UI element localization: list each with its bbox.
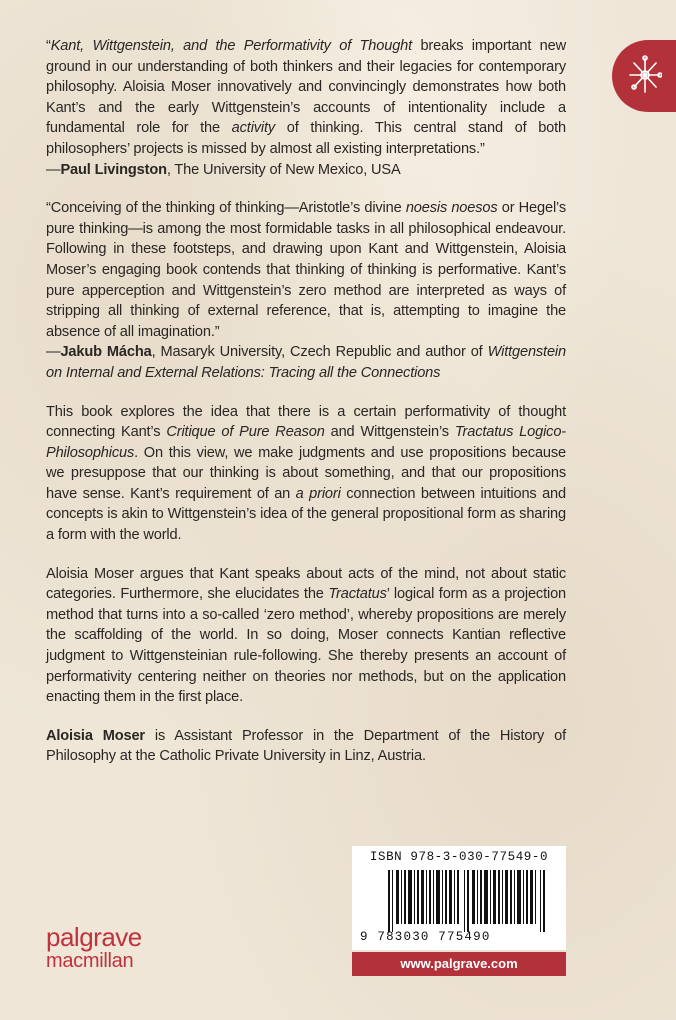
book-title-italic: Kant, Wittgenstein, and the Performativity of Thought — [50, 38, 413, 54]
description-paragraph-2: Aloisia Moser argues that Kant speaks about acts of the mind, not about static categories. Furthermore, she elucidates the Tractatus’ logical form as a projection method that turns into a so-called ‘zero method’, whereby propositions are merely the scaffolding of the world. In so doing, Moser connects Kantian reflective judgment to Wittgensteinian rule-following. She thereby presents an account of performativity centering neither on theories nor methods, but on the application enacting them in the first place. — [46, 565, 566, 706]
isbn-barcode-box — [352, 846, 566, 950]
publisher-badge — [612, 40, 676, 112]
endorsement-quote-2: “Conceiving of the thinking of thinking—Aristotle’s divine noesis noesos or Hegel’s pure thinking—is among the most formidable tasks in all philosophical endeavour. Following in these footsteps, and drawing upon Kant and Wittgenstein, Aloisia Moser’s engaging book contends that thinking of thinking is performative. Kant’s pure apperception and Wittgenstein’s zero method are interpreted as ways of stripping all thinking of external reference, that is, attempting to imagine the absence of all imagination.” —Jakub Mácha, Masaryk University, Czech Republic and author of Wittgenstein on Internal and External Relations: Tracing all the Connections — [46, 200, 567, 381]
isbn-label: ISBN 978-3-030-77549-0 — [369, 850, 549, 864]
author-bio: Aloisia Moser is Assistant Professor in the Department of the History of Philosophy at the Catholic Private University in Linz, Austria. — [46, 727, 566, 765]
endorsement-attribution-1: —Paul Livingston, The University of New Mexico, USA — [46, 161, 401, 178]
endorsement-attribution-2: —Jakub Mácha, Masaryk University, Czech Republic and author of Wittgenstein on Internal and External Relations: Tracing all the Connections — [46, 344, 566, 381]
palgrave-star-icon — [628, 54, 662, 96]
barcode-digits: 9 783030 775490 — [360, 930, 491, 944]
description-paragraph-1: This book explores the idea that there is a certain performativity of thought connecting Kant’s Critique of Pure Reason and Wittgenstein’s Tractatus Logico-Philosophicus. On this view, we make judgments and use propositions because we presuppose that our thinking is about something, and that our propositions have sense. Kant’s requirement of an a priori connection between intuitions and concepts is akin to Wittgenstein’s idea of the general propositional form as sharing a form with the world. — [46, 403, 566, 544]
barcode-icon — [388, 870, 548, 932]
back-cover-text — [46, 36, 566, 785]
author-name: Aloisia Moser — [46, 727, 145, 744]
palgrave-macmillan-logo: palgrave macmillan — [46, 922, 142, 972]
endorsement-quote-1: “Kant, Wittgenstein, and the Performativity of Thought breaks important new ground in our understanding of both thinkers and their legacies for contemporary philosophy. Aloisia Moser innovatively and convincingly demonstrates how both Kant’s and the early Wittgenstein’s accounts of intentionality include a fundamental role for the activity of thinking. This central stand of both philosophers’ projects is missed by almost all existing interpretations.” —Paul Livingston, The University of New Mexico, USA — [46, 38, 567, 178]
endorser-name: Paul Livingston — [60, 161, 167, 178]
endorser-name: Jakub Mácha — [60, 344, 152, 361]
publisher-url[interactable]: www.palgrave.com — [352, 952, 566, 976]
endorser-work: Wittgenstein on Internal and External Relations: Tracing all the Connections — [46, 344, 566, 381]
